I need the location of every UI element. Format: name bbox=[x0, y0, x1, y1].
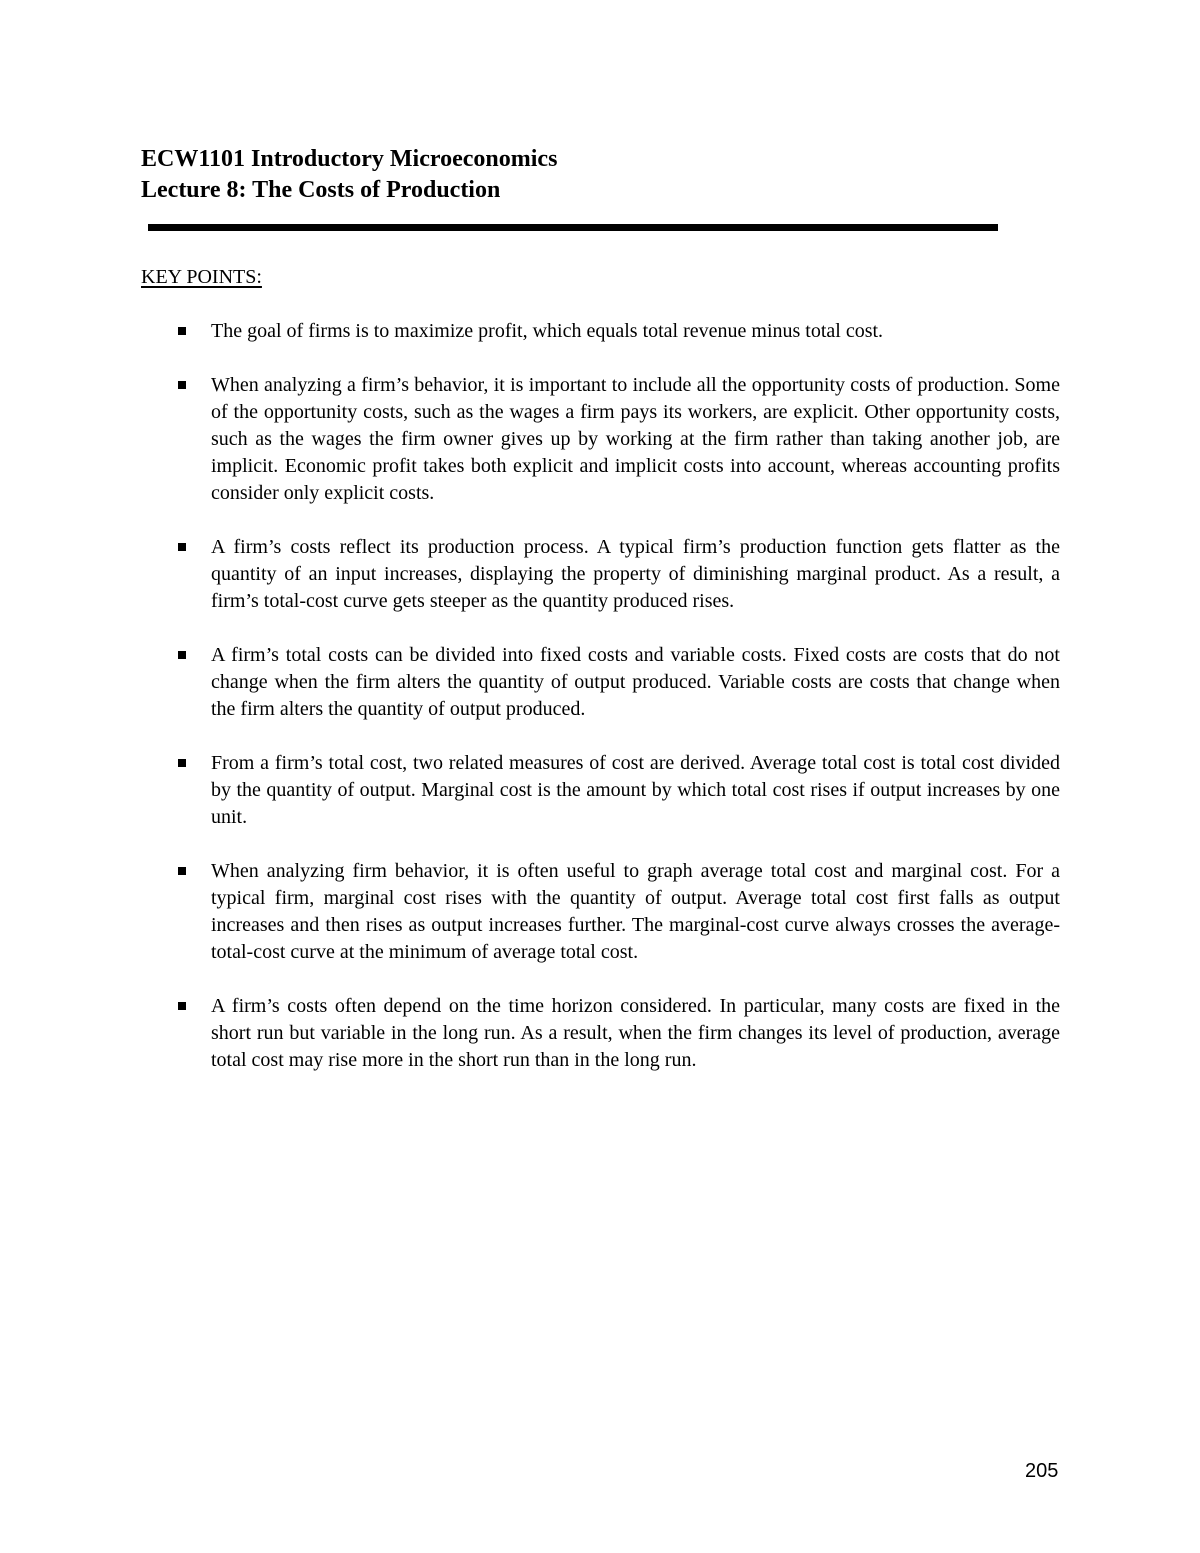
key-point-item bbox=[176, 318, 1060, 345]
square-bullet-icon bbox=[178, 543, 186, 551]
key-points-list bbox=[176, 318, 1060, 1101]
key-point-text: A firm’s costs reflect its production process. A typical firm’s production function gets flatter as the quantity of an input increases, displaying the property of diminishing marginal product. As a result, a firm’s total-cost curve gets steeper as the quantity produced rises. bbox=[211, 536, 1060, 612]
square-bullet-icon bbox=[178, 381, 186, 389]
key-point-item bbox=[176, 993, 1060, 1074]
key-point-text: A firm’s costs often depend on the time horizon considered. In particular, many costs are fixed in the short run but variable in the long run. As a result, when the firm changes its level of production, average total cost may rise more in the short run than in the long run. bbox=[211, 995, 1060, 1071]
key-point-item bbox=[176, 858, 1060, 966]
square-bullet-icon bbox=[178, 327, 186, 335]
course-title: ECW1101 Introductory Microeconomics bbox=[141, 146, 558, 172]
square-bullet-icon bbox=[178, 651, 186, 659]
key-point-text: When analyzing firm behavior, it is often useful to graph average total cost and marginal cost. For a typical firm, marginal cost rises with the quantity of output. Average total cost first falls as output increases and then rises as output increases further. The marginal-cost curve always crosses the average-total-cost curve at the minimum of average total cost. bbox=[211, 860, 1060, 963]
key-point-text: When analyzing a firm’s behavior, it is important to include all the opportunity costs of production. Some of the opportunity costs, such as the wages a firm pays its workers, are explicit. Other opportunity costs, such as the wages the firm owner gives up by working at the firm rather than taking another job, are implicit. Economic profit takes both explicit and implicit costs into account, whereas accounting profits consider only explicit costs. bbox=[211, 374, 1060, 504]
square-bullet-icon bbox=[178, 1002, 186, 1010]
key-point-item bbox=[176, 750, 1060, 831]
key-points-heading: KEY POINTS: bbox=[141, 266, 262, 288]
key-point-item bbox=[176, 642, 1060, 723]
square-bullet-icon bbox=[178, 867, 186, 875]
key-point-item bbox=[176, 534, 1060, 615]
key-point-text: The goal of firms is to maximize profit, which equals total revenue minus total cost. bbox=[211, 320, 884, 342]
page-number: 205 bbox=[1025, 1460, 1059, 1482]
square-bullet-icon bbox=[178, 759, 186, 767]
title-divider bbox=[148, 224, 998, 231]
key-point-text: From a firm’s total cost, two related measures of cost are derived. Average total cost is total cost divided by the quantity of output. Marginal cost is the amount by which total cost rises if output increases by one unit. bbox=[211, 752, 1060, 828]
key-point-item bbox=[176, 372, 1060, 507]
key-point-text: A firm’s total costs can be divided into fixed costs and variable costs. Fixed costs are costs that do not change when the firm alters the quantity of output produced. Variable costs are costs that change when the firm alters the quantity of output produced. bbox=[211, 644, 1060, 720]
lecture-title: Lecture 8: The Costs of Production bbox=[141, 177, 501, 203]
